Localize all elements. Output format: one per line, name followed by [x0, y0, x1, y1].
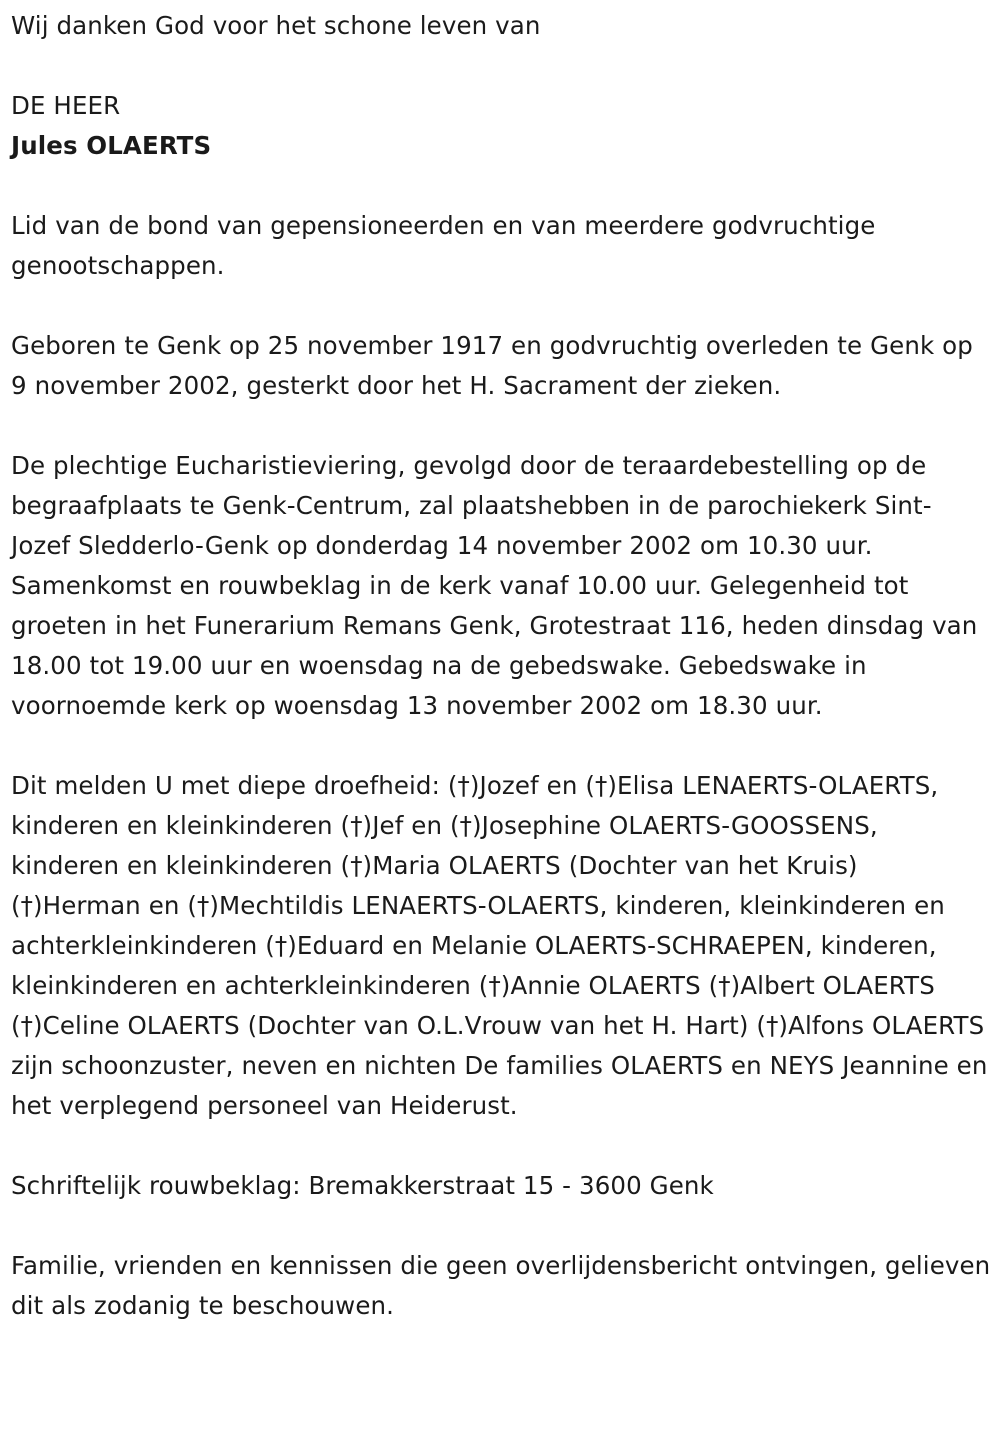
spacer — [11, 286, 991, 326]
announcement-text: Dit melden U met diepe droefheid: (†)Jozef en (†)Elisa LENAERTS-OLAERTS, kinderen en kleinkinderen (†)Jef en (†)Josephine OLAERTS-GOOSSENS, kinderen en kleinkinderen (†)Maria OLAERTS (Dochter van het Kruis) (†)Herman en (†)Mechtildis LENAERTS-OLAERTS, kinderen, kleinkinderen en achterkleinkinderen (†)Eduard en Melanie OLAERTS-SCHRAEPEN, kinderen, kleinkinderen en achterkleinkinderen (†)Annie OLAERTS (†)Albert OLAERTS (†)Celine OLAERTS (Dochter van O.L.Vrouw van het H. Hart) (†)Alfons OLAERTS zijn schoonzuster, neven en nichten De families OLAERTS en NEYS Jeannine en het verplegend personeel van Heiderust. — [11, 771, 988, 1120]
obituary-document — [11, 6, 991, 1326]
condolence-address: Schriftelijk rouwbeklag: Bremakkerstraat 15 - 3600 Genk — [11, 1171, 714, 1200]
spacer — [11, 1206, 991, 1246]
spacer — [11, 726, 991, 766]
membership-text: Lid van de bond van gepensioneerden en van meerdere godvruchtige genootschappen. — [11, 211, 876, 280]
birth-death-text: Geboren te Genk op 25 november 1917 en godvruchtig overleden te Genk op 9 november 2002, gesterkt door het H. Sacrament der zieken. — [11, 331, 973, 400]
spacer — [11, 406, 991, 446]
deceased-name: Jules OLAERTS — [11, 131, 212, 160]
spacer — [11, 46, 991, 86]
ceremony-text: De plechtige Eucharistieviering, gevolgd door de teraardebestelling op de begraafplaats te Genk-Centrum, zal plaatshebben in de parochiekerk Sint-Jozef Sledderlo-Genk op donderdag 14 november 2002 om 10.30 uur. Samenkomst en rouwbeklag in de kerk vanaf 10.00 uur. Gelegenheid tot groeten in het Funerarium Remans Genk, Grotestraat 116, heden dinsdag van 18.00 tot 19.00 uur en woensdag na de gebedswake. Gebedswake in voornoemde kerk op woensdag 13 november 2002 om 18.30 uur. — [11, 451, 978, 720]
honorific: DE HEER — [11, 91, 121, 120]
closing-text: Familie, vrienden en kennissen die geen overlijdensbericht ontvingen, gelieven dit als zodanig te beschouwen. — [11, 1251, 991, 1320]
intro-text: Wij danken God voor het schone leven van — [11, 11, 541, 40]
spacer — [11, 1126, 991, 1166]
spacer — [11, 166, 991, 206]
